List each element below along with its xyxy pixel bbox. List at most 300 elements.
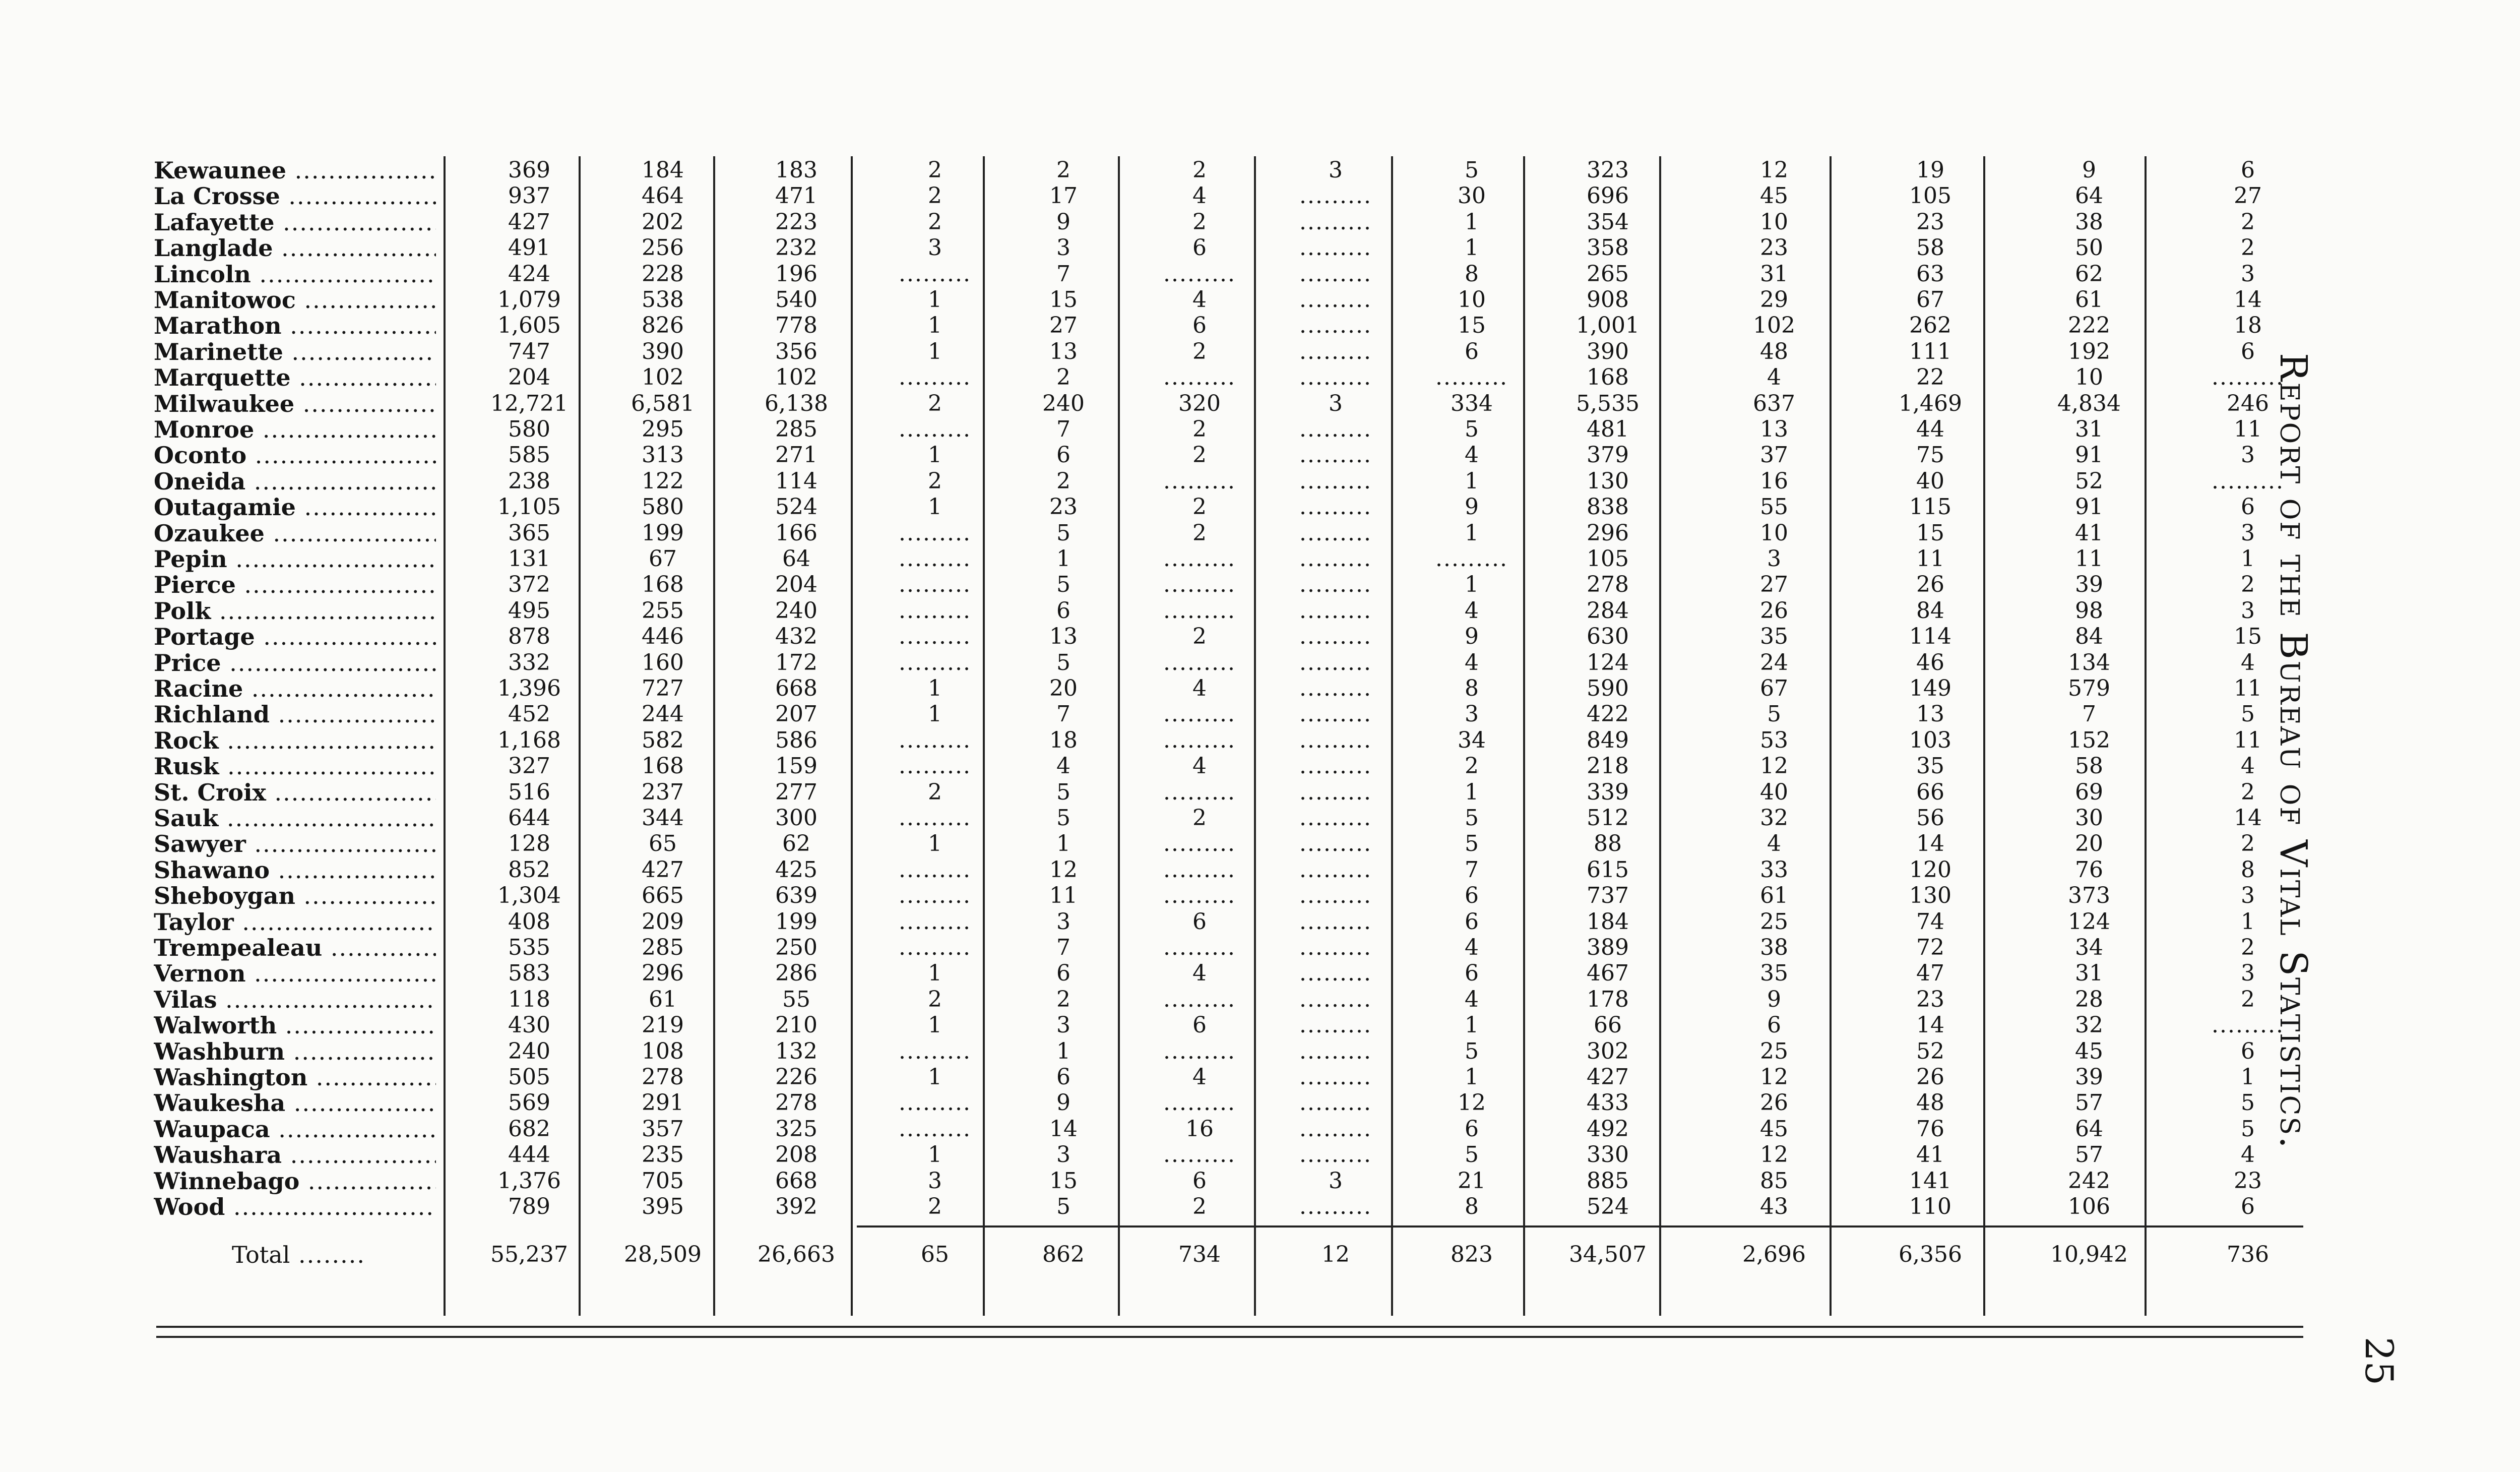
county-name: Price ..... — [154, 650, 436, 676]
table-cell: 6 — [1465, 1116, 1479, 1142]
table-cell: 1 — [928, 313, 942, 339]
county-name: Taylor ..... — [154, 909, 436, 935]
table-cell: 284 — [1587, 597, 1629, 624]
table-cell: 6 — [2241, 338, 2255, 364]
table-cell: 5 — [1056, 805, 1070, 831]
table-cell: 5 — [1056, 1194, 1070, 1219]
empty-cell-leader: ......... — [1163, 779, 1236, 805]
county-name: Washburn ..... — [154, 1038, 436, 1065]
table-cell: 6,581 — [631, 390, 695, 416]
table-cell: 5 — [1465, 1142, 1479, 1168]
county-name: Sauk ..... — [154, 805, 436, 831]
empty-cell-leader: ......... — [1299, 624, 1372, 650]
table-cell: 37 — [1760, 442, 1788, 468]
empty-cell-leader: ......... — [1299, 1064, 1372, 1090]
table-cell: 408 — [508, 908, 550, 935]
table-cell: 5 — [1465, 1038, 1479, 1064]
table-cell: 4 — [1192, 1064, 1207, 1090]
table-row — [0, 701, 2520, 727]
table-cell: 630 — [1587, 624, 1629, 650]
table-cell: 2 — [928, 390, 942, 416]
table-cell: 23 — [1916, 986, 1944, 1012]
table-cell: 313 — [642, 442, 684, 468]
table-cell: 13 — [1049, 338, 1078, 364]
empty-cell-leader: ......... — [2212, 364, 2284, 391]
empty-cell-leader: ......... — [899, 649, 971, 676]
table-cell: 88 — [1594, 831, 1622, 857]
table-cell: 76 — [2075, 856, 2103, 883]
table-cell: 1 — [2241, 546, 2255, 572]
table-cell: 64 — [2075, 183, 2103, 209]
table-cell: 3 — [1329, 1168, 1343, 1194]
empty-cell-leader: ......... — [1299, 261, 1372, 287]
table-cell: 296 — [1587, 520, 1629, 546]
table-cell: 56 — [1916, 805, 1944, 831]
table-cell: 23 — [2234, 1168, 2262, 1194]
county-name: Ozaukee ..... — [154, 520, 436, 546]
empty-cell-leader: ......... — [1299, 597, 1372, 624]
table-row — [0, 364, 2520, 391]
table-cell: 3 — [1329, 157, 1343, 183]
table-cell: 4 — [1192, 676, 1207, 701]
table-row — [0, 857, 2520, 883]
table-cell: 1 — [1465, 235, 1479, 261]
table-cell: 1 — [928, 442, 942, 468]
empty-cell-leader: ......... — [899, 597, 971, 624]
table-cell: 1 — [928, 338, 942, 364]
table-cell: 12 — [1760, 157, 1788, 183]
county-name: Polk ..... — [154, 598, 436, 624]
total-rule — [857, 1225, 2303, 1228]
county-name: Sawyer ..... — [154, 831, 436, 857]
empty-cell-leader: ......... — [2212, 468, 2284, 494]
table-cell: 134 — [2068, 649, 2110, 676]
table-cell: 27 — [2234, 183, 2262, 209]
table-cell: 55 — [782, 986, 810, 1012]
table-cell: 222 — [2068, 313, 2110, 339]
table-cell: 512 — [1587, 805, 1629, 831]
table-cell: 6 — [1192, 908, 1207, 935]
table-cell: 98 — [2075, 597, 2103, 624]
table-cell: 55 — [1760, 494, 1788, 520]
table-cell: 1 — [1465, 572, 1479, 598]
table-cell: 208 — [775, 1142, 817, 1168]
table-cell: 11 — [1916, 546, 1944, 572]
table-cell: 67 — [649, 546, 677, 572]
table-cell: 10 — [1760, 209, 1788, 235]
table-cell: 115 — [1909, 494, 1951, 520]
empty-cell-leader: ......... — [1299, 753, 1372, 779]
table-row — [0, 624, 2520, 650]
table-cell: 43 — [1760, 1194, 1788, 1219]
table-cell: 5 — [1056, 520, 1070, 546]
county-name: Vernon ..... — [154, 960, 436, 987]
table-cell: 223 — [775, 209, 817, 235]
table-cell: 34 — [2075, 935, 2103, 960]
table-cell: 300 — [775, 805, 817, 831]
table-cell: 373 — [2068, 883, 2110, 909]
county-name: Rock ..... — [154, 727, 436, 754]
table-cell: 34 — [1458, 727, 1486, 753]
table-cell: 569 — [508, 1090, 550, 1116]
table-cell: 58 — [1916, 235, 1944, 261]
table-cell: 5 — [1056, 649, 1070, 676]
table-cell: 199 — [642, 520, 684, 546]
table-cell: 372 — [508, 572, 550, 598]
table-cell: 14 — [1049, 1116, 1078, 1142]
table-cell: 285 — [642, 935, 684, 960]
table-row — [0, 1064, 2520, 1090]
county-name: Kewaunee ..... — [154, 157, 436, 183]
table-row — [0, 468, 2520, 495]
table-cell: 4 — [1192, 287, 1207, 313]
table-cell: 1 — [928, 831, 942, 857]
table-cell: 47 — [1916, 960, 1944, 987]
table-cell: 32 — [2075, 1012, 2103, 1038]
table-cell: 12 — [1760, 1142, 1788, 1168]
table-cell: 110 — [1909, 1194, 1951, 1219]
county-name: Milwaukee ..... — [154, 391, 436, 417]
table-row — [0, 287, 2520, 313]
table-cell: 46 — [1916, 649, 1944, 676]
table-cell: 52 — [2075, 468, 2103, 494]
total-cell: 28,509 — [624, 1242, 702, 1268]
empty-cell-leader: ......... — [1299, 701, 1372, 727]
empty-cell-leader: ......... — [1299, 779, 1372, 805]
table-cell: 696 — [1587, 183, 1629, 209]
table-cell: 1 — [1465, 1064, 1479, 1090]
empty-cell-leader: ......... — [1163, 649, 1236, 676]
table-cell: 218 — [1587, 753, 1629, 779]
county-name: Marathon ..... — [154, 313, 436, 339]
table-cell: 67 — [1916, 287, 1944, 313]
table-cell: 2 — [928, 468, 942, 494]
county-name: La Crosse ..... — [154, 183, 436, 209]
table-cell: 25 — [1760, 908, 1788, 935]
table-cell: 395 — [642, 1194, 684, 1219]
table-cell: 15 — [1916, 520, 1944, 546]
table-cell: 12 — [1049, 856, 1078, 883]
table-cell: 3 — [928, 1168, 942, 1194]
table-cell: 2 — [1056, 986, 1070, 1012]
table-cell: 48 — [1916, 1090, 1944, 1116]
empty-cell-leader: ......... — [1299, 364, 1372, 391]
table-cell: 62 — [2075, 261, 2103, 287]
table-cell: 111 — [1909, 338, 1951, 364]
table-cell: 354 — [1587, 209, 1629, 235]
empty-cell-leader: ......... — [1163, 597, 1236, 624]
table-cell: 256 — [642, 235, 684, 261]
empty-cell-leader: ......... — [1299, 1090, 1372, 1116]
table-cell: 20 — [1049, 676, 1078, 701]
table-cell: 152 — [2068, 727, 2110, 753]
empty-cell-leader: ......... — [899, 1090, 971, 1116]
table-cell: 4 — [1465, 986, 1479, 1012]
empty-cell-leader: ......... — [1299, 1194, 1372, 1219]
empty-cell-leader: ......... — [1299, 494, 1372, 520]
table-cell: 65 — [649, 831, 677, 857]
table-cell: 67 — [1760, 676, 1788, 701]
table-cell: 29 — [1760, 287, 1788, 313]
empty-cell-leader: ......... — [1163, 364, 1236, 391]
empty-cell-leader: ......... — [1163, 572, 1236, 598]
table-cell: 114 — [1909, 624, 1951, 650]
table-cell: 430 — [508, 1012, 550, 1038]
table-cell: 45 — [1760, 1116, 1788, 1142]
table-cell: 102 — [775, 364, 817, 391]
table-cell: 166 — [775, 520, 817, 546]
table-row — [0, 313, 2520, 339]
table-cell: 128 — [508, 831, 550, 857]
empty-cell-leader: ......... — [1299, 520, 1372, 546]
table-cell: 5 — [1465, 157, 1479, 183]
table-cell: 615 — [1587, 856, 1629, 883]
table-cell: 9 — [1767, 986, 1781, 1012]
table-cell: 10 — [1760, 520, 1788, 546]
table-cell: 422 — [1587, 701, 1629, 727]
table-cell: 4 — [1192, 753, 1207, 779]
table-cell: 6 — [1056, 442, 1070, 468]
empty-cell-leader: ......... — [1163, 727, 1236, 753]
table-cell: 2 — [1192, 442, 1207, 468]
table-cell: 196 — [775, 261, 817, 287]
table-cell: 105 — [1909, 183, 1951, 209]
empty-cell-leader: ......... — [1299, 338, 1372, 364]
table-cell: 23 — [1916, 209, 1944, 235]
table-cell: 427 — [642, 856, 684, 883]
table-cell: 250 — [775, 935, 817, 960]
empty-cell-leader: ......... — [1299, 546, 1372, 572]
table-cell: 277 — [775, 779, 817, 805]
table-cell: 232 — [775, 235, 817, 261]
table-cell: 27 — [1760, 572, 1788, 598]
empty-cell-leader: ......... — [899, 546, 971, 572]
table-cell: 244 — [642, 701, 684, 727]
table-cell: 4 — [1192, 960, 1207, 987]
table-cell: 53 — [1760, 727, 1788, 753]
table-cell: 668 — [775, 676, 817, 701]
empty-cell-leader: ......... — [1299, 727, 1372, 753]
table-cell: 2 — [1056, 157, 1070, 183]
table-cell: 8 — [2241, 856, 2255, 883]
empty-cell-leader: ......... — [1299, 856, 1372, 883]
table-cell: 5 — [1465, 416, 1479, 442]
table-cell: 132 — [775, 1038, 817, 1064]
table-cell: 14 — [2234, 287, 2262, 313]
empty-cell-leader: ......... — [1299, 183, 1372, 209]
table-cell: 1,168 — [497, 727, 561, 753]
table-row — [0, 183, 2520, 209]
table-cell: 334 — [1451, 390, 1493, 416]
table-cell: 3 — [928, 235, 942, 261]
table-cell: 2 — [2241, 831, 2255, 857]
table-cell: 240 — [775, 597, 817, 624]
table-cell: 4 — [2241, 1142, 2255, 1168]
table-cell: 3 — [1056, 1142, 1070, 1168]
table-cell: 11 — [2234, 416, 2262, 442]
table-cell: 446 — [642, 624, 684, 650]
table-cell: 240 — [1042, 390, 1085, 416]
table-cell: 16 — [1185, 1116, 1214, 1142]
table-cell: 17 — [1049, 183, 1078, 209]
table-cell: 285 — [775, 416, 817, 442]
total-cell: 2,696 — [1742, 1242, 1806, 1268]
table-cell: 38 — [2075, 209, 2103, 235]
table-cell: 30 — [1458, 183, 1486, 209]
table-cell: 4 — [2241, 649, 2255, 676]
table-row — [0, 676, 2520, 702]
table-cell: 31 — [1760, 261, 1788, 287]
empty-cell-leader: ......... — [1299, 1038, 1372, 1064]
county-name: Pepin ..... — [154, 546, 436, 572]
table-cell: 2 — [928, 779, 942, 805]
table-cell: 8 — [1465, 261, 1479, 287]
page-number: 25 — [2357, 1336, 2402, 1386]
empty-cell-leader: ......... — [899, 883, 971, 909]
table-cell: 6,138 — [765, 390, 828, 416]
empty-cell-leader: ......... — [899, 520, 971, 546]
total-cell: 65 — [921, 1242, 949, 1268]
table-cell: 108 — [642, 1038, 684, 1064]
table-cell: 505 — [508, 1064, 550, 1090]
table-cell: 516 — [508, 779, 550, 805]
table-cell: 35 — [1760, 624, 1788, 650]
bottom-rule — [156, 1336, 2303, 1338]
table-cell: 20 — [2075, 831, 2103, 857]
table-cell: 6 — [2241, 1038, 2255, 1064]
table-cell: 3 — [2241, 520, 2255, 546]
table-cell: 57 — [2075, 1090, 2103, 1116]
empty-cell-leader: ......... — [1163, 856, 1236, 883]
table-cell: 12 — [1760, 1064, 1788, 1090]
table-cell: 130 — [1587, 468, 1629, 494]
table-cell: 390 — [642, 338, 684, 364]
table-cell: 2 — [2241, 572, 2255, 598]
table-cell: 878 — [508, 624, 550, 650]
table-cell: 105 — [1587, 546, 1629, 572]
table-cell: 369 — [508, 157, 550, 183]
county-name: Richland ..... — [154, 701, 436, 727]
table-cell: 9 — [2082, 157, 2096, 183]
table-cell: 6 — [1465, 883, 1479, 909]
table-cell: 13 — [1049, 624, 1078, 650]
table-cell: 2 — [1192, 416, 1207, 442]
table-cell: 583 — [508, 960, 550, 987]
table-cell: 39 — [2075, 1064, 2103, 1090]
table-cell: 1,396 — [497, 676, 561, 701]
table-cell: 84 — [1916, 597, 1944, 624]
empty-cell-leader: ......... — [899, 572, 971, 598]
table-cell: 52 — [1916, 1038, 1944, 1064]
table-row — [0, 960, 2520, 987]
empty-cell-leader: ......... — [1163, 546, 1236, 572]
table-cell: 682 — [508, 1116, 550, 1142]
table-cell: 66 — [1916, 779, 1944, 805]
table-cell: 2 — [2241, 986, 2255, 1012]
table-row — [0, 391, 2520, 417]
table-cell: 579 — [2068, 676, 2110, 701]
table-cell: 937 — [508, 183, 550, 209]
table-cell: 15 — [1458, 313, 1486, 339]
table-cell: 9 — [1056, 209, 1070, 235]
county-name: Portage ..... — [154, 624, 436, 650]
table-cell: 85 — [1760, 1168, 1788, 1194]
table-cell: 131 — [508, 546, 550, 572]
table-cell: 3 — [1465, 701, 1479, 727]
table-cell: 4 — [1465, 935, 1479, 960]
table-cell: 4 — [1767, 364, 1781, 391]
empty-cell-leader: ......... — [1163, 831, 1236, 857]
table-cell: 57 — [2075, 1142, 2103, 1168]
table-cell: 28 — [2075, 986, 2103, 1012]
table-cell: 2 — [928, 157, 942, 183]
table-cell: 580 — [508, 416, 550, 442]
table-cell: 238 — [508, 468, 550, 494]
table-cell: 838 — [1587, 494, 1629, 520]
table-cell: 1 — [2241, 908, 2255, 935]
table-cell: 242 — [2068, 1168, 2110, 1194]
total-cell: 862 — [1042, 1242, 1085, 1268]
table-cell: 15 — [1049, 1168, 1078, 1194]
table-cell: 237 — [642, 779, 684, 805]
empty-cell-leader: ......... — [1299, 986, 1372, 1012]
table-cell: 1 — [1056, 831, 1070, 857]
table-cell: 61 — [2075, 287, 2103, 313]
table-cell: 141 — [1909, 1168, 1951, 1194]
table-cell: 1 — [928, 287, 942, 313]
empty-cell-leader: ......... — [1299, 442, 1372, 468]
table-cell: 538 — [642, 287, 684, 313]
county-name: Monroe ..... — [154, 416, 436, 443]
table-cell: 106 — [2068, 1194, 2110, 1219]
table-cell: 4 — [1465, 649, 1479, 676]
table-cell: 84 — [2075, 624, 2103, 650]
table-cell: 6 — [1465, 908, 1479, 935]
table-row — [0, 572, 2520, 598]
table-cell: 524 — [1587, 1194, 1629, 1219]
table-cell: 103 — [1909, 727, 1951, 753]
table-cell: 302 — [1587, 1038, 1629, 1064]
total-cell: 55,237 — [490, 1242, 568, 1268]
table-cell: 6 — [1192, 235, 1207, 261]
county-name: Pierce ..... — [154, 572, 436, 598]
table-cell: 31 — [2075, 960, 2103, 987]
table-cell: 1,001 — [1576, 313, 1640, 339]
table-cell: 10 — [2075, 364, 2103, 391]
table-row — [0, 546, 2520, 572]
table-cell: 228 — [642, 261, 684, 287]
table-cell: 40 — [1916, 468, 1944, 494]
empty-cell-leader: ......... — [899, 416, 971, 442]
table-cell: 6 — [1056, 960, 1070, 987]
table-cell: 6 — [1056, 1064, 1070, 1090]
table-cell: 12,721 — [490, 390, 568, 416]
table-cell: 1,469 — [1899, 390, 1962, 416]
empty-cell-leader: ......... — [1163, 1142, 1236, 1168]
table-cell: 737 — [1587, 883, 1629, 909]
empty-cell-leader: ......... — [1163, 1090, 1236, 1116]
table-cell: 524 — [775, 494, 817, 520]
table-cell: 22 — [1916, 364, 1944, 391]
table-cell: 433 — [1587, 1090, 1629, 1116]
total-label: Total ..... — [232, 1240, 438, 1270]
empty-cell-leader: ......... — [1435, 364, 1508, 391]
table-row — [0, 520, 2520, 546]
table-row — [0, 1194, 2520, 1220]
table-cell: 91 — [2075, 442, 2103, 468]
county-name: Vilas ..... — [154, 987, 436, 1013]
table-cell: 590 — [1587, 676, 1629, 701]
